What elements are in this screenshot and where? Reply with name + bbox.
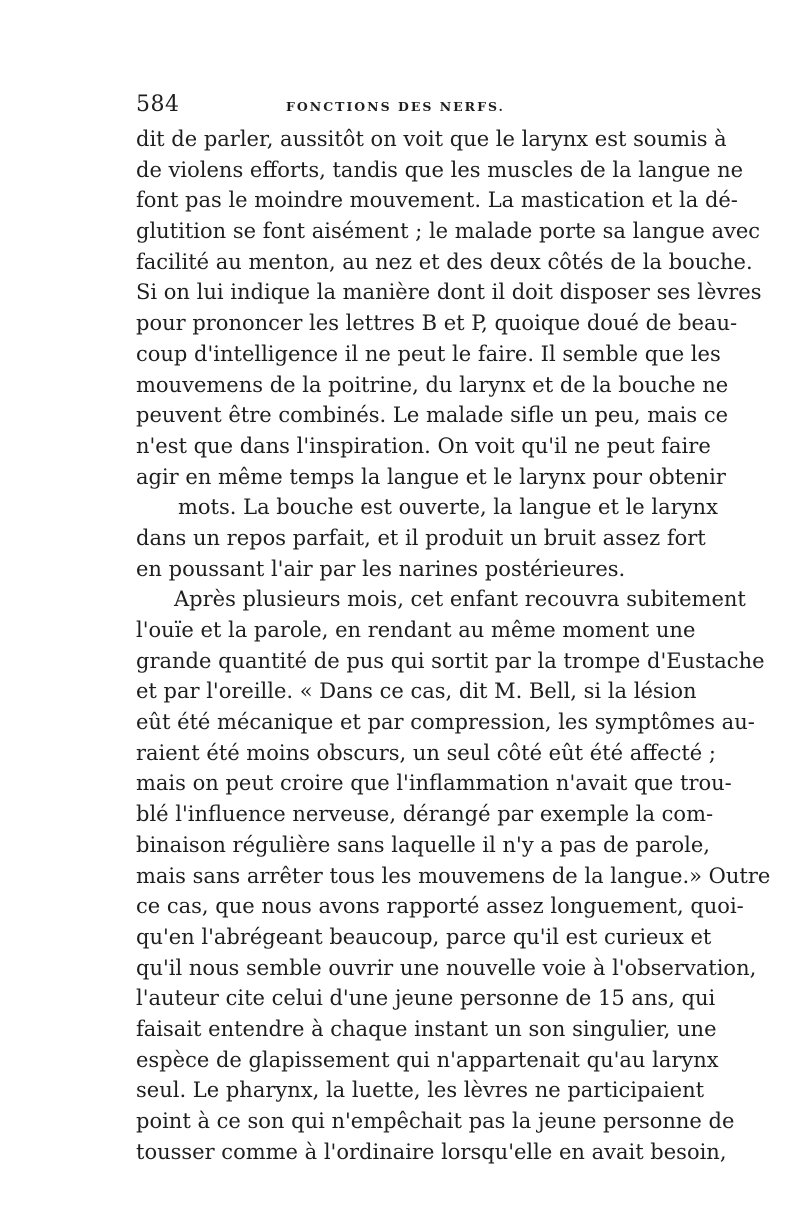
text-line: facilité au menton, au nez et des deux côtés de la bouche. bbox=[136, 249, 753, 274]
text-line: mais on peut croire que l'inflammation n'avait que trou- bbox=[136, 771, 732, 796]
text-line: en poussant l'air par les narines postérieures. bbox=[136, 556, 626, 581]
text-line: raient été moins obscurs, un seul côté eût été affecté ; bbox=[136, 740, 716, 765]
text-line: mais sans arrêter tous les mouvemens de la langue.» Outre bbox=[136, 863, 771, 888]
text-line: coup d'intelligence il ne peut le faire. Il semble que les bbox=[136, 341, 721, 366]
text-line: grande quantité de pus qui sortit par la trompe d'Eustache bbox=[136, 648, 765, 673]
running-title: FONCTIONS DES NERFS. bbox=[286, 99, 505, 114]
text-line: espèce de glapissement qui n'appartenait qu'au larynx bbox=[136, 1047, 719, 1072]
text-line: l'ouïe et la parole, en rendant au même moment une bbox=[136, 618, 696, 642]
text-line: font pas le moindre mouvement. La mastication et la dé- bbox=[136, 188, 738, 213]
text-line: Si on lui indique la manière dont il doit disposer ses lèvres bbox=[136, 280, 762, 305]
text-line: faisait entendre à chaque instant un son singulier, une bbox=[136, 1016, 717, 1041]
page-number: 584 bbox=[136, 92, 180, 117]
text-line: dit de parler, aussitôt on voit que le larynx est soumis à bbox=[136, 127, 727, 151]
text-line: n'est que dans l'inspiration. On voit qu'il ne peut faire bbox=[136, 433, 711, 458]
text-line: ce cas, que nous avons rapporté assez longuement, quoi- bbox=[136, 894, 744, 919]
text-line: agir en même temps la langue et le larynx pour obtenir bbox=[136, 464, 726, 489]
text-line: eût été mécanique et par compression, les symptômes au- bbox=[136, 710, 755, 735]
text-line: blé l'influence nerveuse, dérangé par exemple la com- bbox=[136, 802, 714, 827]
text-line: mouvemens de la poitrine, du larynx et de la bouche ne bbox=[136, 372, 729, 397]
text-line: pour prononcer les lettres B et P, quoique doué de beau- bbox=[136, 311, 738, 336]
text-line: de violens efforts, tandis que les muscles de la langue ne bbox=[136, 157, 744, 182]
text-line: dans un repos parfait, et il produit un bruit assez fort bbox=[136, 525, 706, 550]
text-line: point à ce son qui n'empêchait pas la jeune personne de bbox=[136, 1109, 735, 1133]
page-header bbox=[136, 92, 688, 122]
text-line: qu'il nous semble ouvrir une nouvelle voie à l'observation, bbox=[136, 955, 757, 980]
text-line: tousser comme à l'ordinaire lorsqu'elle en avait besoin, bbox=[136, 1139, 727, 1164]
text-line: mots. La bouche est ouverte, la langue et le larynx bbox=[178, 495, 718, 520]
text-line: qu'en l'abrégeant beaucoup, parce qu'il est curieux et bbox=[136, 924, 712, 949]
text-line: seul. Le pharynx, la luette, les lèvres ne participaient bbox=[136, 1078, 705, 1103]
text-line: l'auteur cite celui d'une jeune personne de 15 ans, qui bbox=[136, 986, 716, 1011]
text-line: glutition se font aisément ; le malade porte sa langue avec bbox=[136, 219, 761, 244]
body-text bbox=[136, 124, 771, 1167]
text-line: peuvent être combinés. Le malade sifle un peu, mais ce bbox=[136, 403, 729, 428]
text-line: et par l'oreille. « Dans ce cas, dit M. Bell, si la lésion bbox=[136, 679, 697, 704]
paragraph-start-line: Après plusieurs mois, cet enfant recouvra subitement bbox=[174, 587, 746, 612]
text-line: binaison régulière sans laquelle il n'y a pas de parole, bbox=[136, 832, 710, 857]
